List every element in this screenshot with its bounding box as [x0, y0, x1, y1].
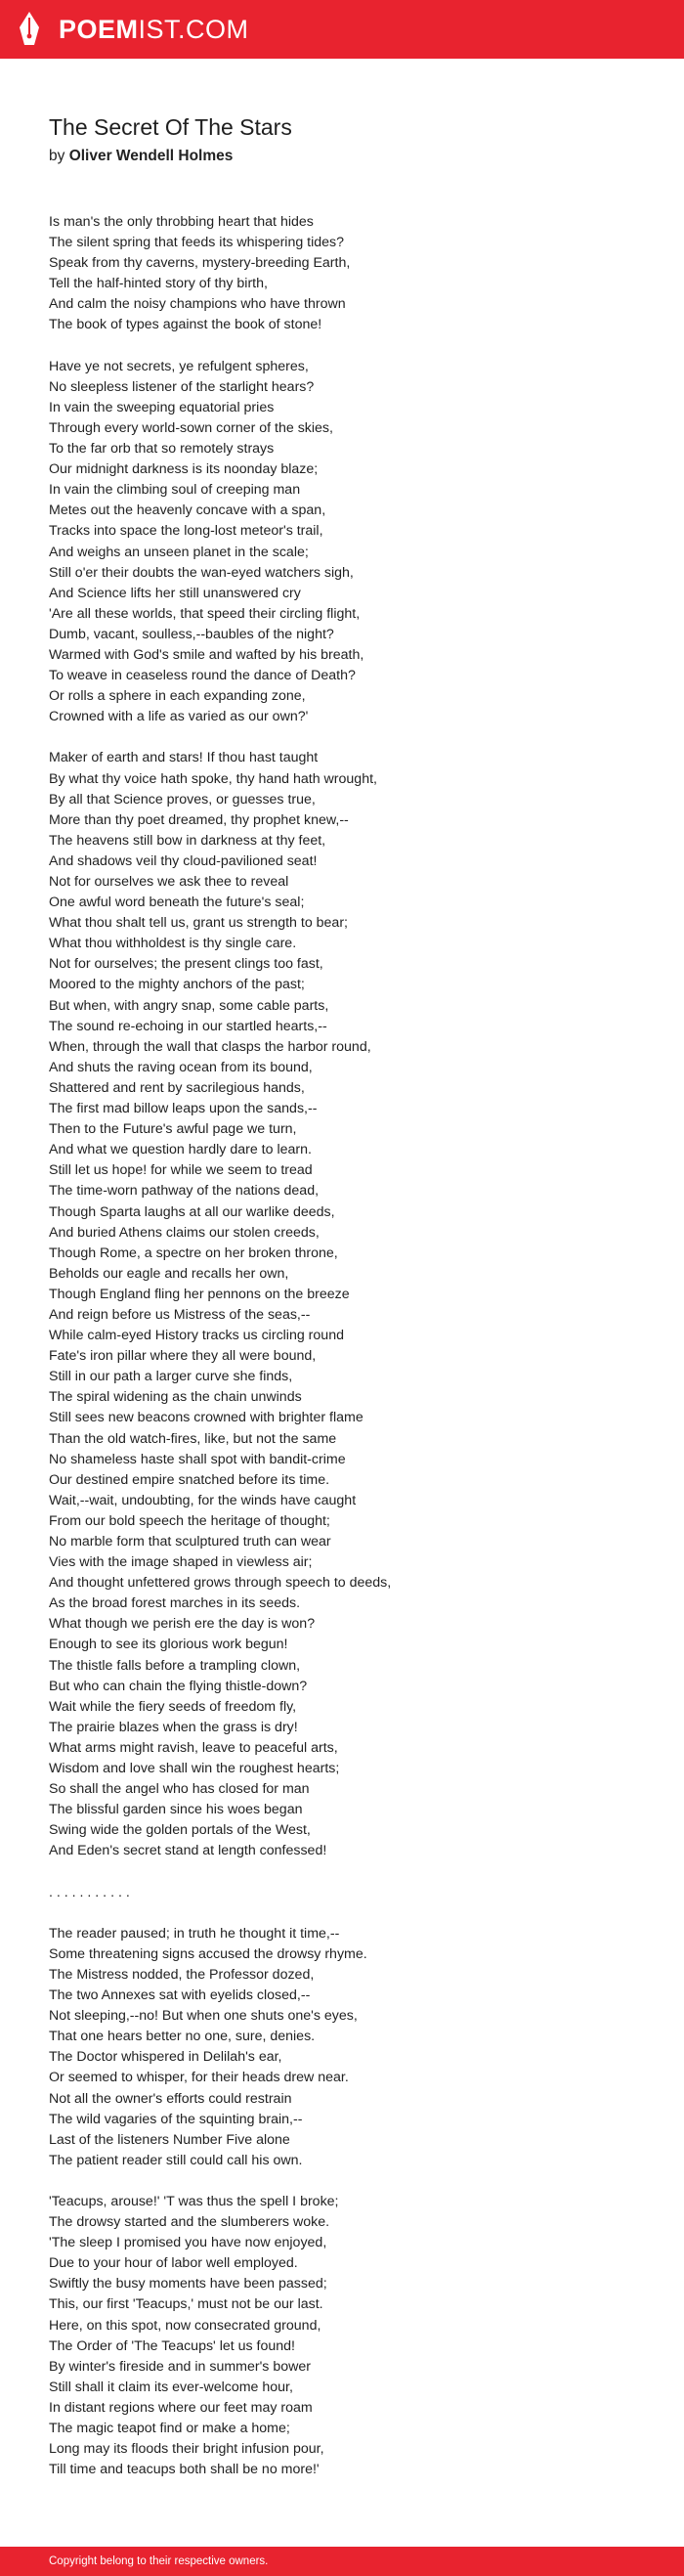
poem-line: Still shall it claim its ever-welcome hour, [49, 2379, 293, 2395]
poem-line: By what thy voice hath spoke, thy hand hath wrought, [49, 770, 377, 787]
poem-line: The heavens still bow in darkness at thy feet, [49, 832, 326, 849]
poem-line: Moored to the mighty anchors of the past; [49, 977, 305, 993]
poem-line: In distant regions where our feet may roam [49, 2399, 313, 2416]
byline [49, 146, 635, 167]
poem-line: What though we perish ere the day is won? [49, 1616, 316, 1633]
poem-line: What thou shalt tell us, grant us strength to bear; [49, 915, 348, 932]
poem-line: Still o'er their doubts the wan-eyed watchers sigh, [49, 564, 354, 581]
poem-line: And weighs an unseen planet in the scale; [49, 544, 309, 560]
poem-line: Then to the Future's awful page we turn, [49, 1121, 297, 1138]
poem-line: Swing wide the golden portals of the West, [49, 1822, 311, 1839]
poem-line: Shattered and rent by sacrilegious hands, [49, 1079, 305, 1096]
poem-line: Swiftly the busy moments have been passed; [49, 2276, 327, 2292]
site-logo[interactable] [18, 0, 249, 59]
poem-line: The Doctor whispered in Delilah's ear, [49, 2049, 282, 2066]
poem-line: Metes out the heavenly concave with a span, [49, 502, 326, 519]
poem-line: And buried Athens claims our stolen creeds, [49, 1224, 320, 1241]
poem-line: Through every world-sown corner of the skies, [49, 419, 333, 436]
site-footer [0, 2547, 684, 2576]
poem-line: Fate's iron pillar where they all were bound, [49, 1348, 317, 1365]
poem-line: Have ye not secrets, ye refulgent spheres, [49, 358, 309, 374]
stanza [49, 1883, 645, 1903]
poem-heading [49, 110, 635, 167]
poem-line: Though Sparta laughs at all our warlike deeds, [49, 1203, 335, 1220]
poem-line: The drowsy started and the slumberers woke. [49, 2214, 330, 2231]
poem-line: While calm-eyed History tracks us circling round [49, 1328, 344, 1344]
stanza [49, 2192, 645, 2480]
poem-line: . . . . . . . . . . . [49, 1884, 130, 1900]
poem-line: The book of types against the book of stone! [49, 317, 322, 333]
poem-line: Or rolls a sphere in each expanding zone, [49, 688, 306, 705]
poem-line: The reader paused; in truth he thought it time,-- [49, 1925, 340, 1942]
poem-line: Last of the listeners Number Five alone [49, 2131, 290, 2148]
poem-line: When, through the wall that clasps the harbor round, [49, 1038, 371, 1055]
poem-line: And Science lifts her still unanswered cry [49, 585, 301, 601]
poem-line: Still in our path a larger curve she finds, [49, 1369, 293, 1385]
poem-line: Crowned with a life as varied as our own?' [49, 709, 309, 725]
poem-line: The two Annexes sat with eyelids closed,-- [49, 1987, 311, 2004]
poem-line: More than thy poet dreamed, thy prophet knew,-- [49, 811, 349, 828]
poem-line: And thought unfettered grows through speech to deeds, [49, 1575, 392, 1592]
poem-line: Here, on this spot, now consecrated ground, [49, 2317, 321, 2334]
poem-line: Not all the owner's efforts could restrain [49, 2090, 292, 2107]
poem-line: Maker of earth and stars! If thou hast taught [49, 750, 319, 766]
poem-line: And Eden's secret stand at length confessed! [49, 1843, 327, 1859]
poem-line: Wisdom and love shall win the roughest hearts; [49, 1761, 340, 1777]
poem-line: In vain the sweeping equatorial pries [49, 399, 275, 415]
poem-line: So shall the angel who has closed for man [49, 1781, 310, 1798]
poem-line: And reign before us Mistress of the seas,-- [49, 1306, 311, 1323]
poem-line: Wait,--wait, undoubting, for the winds have caught [49, 1492, 357, 1508]
poem-line: Not for ourselves we ask thee to reveal [49, 874, 289, 890]
poem-line: As the broad forest marches in its seeds. [49, 1595, 301, 1612]
poem-line: Vies with the image shaped in viewless air; [49, 1554, 313, 1571]
poem-line: The thistle falls before a trampling clown, [49, 1657, 301, 1674]
poem-line: The spiral widening as the chain unwinds [49, 1389, 302, 1406]
brand-name [59, 15, 249, 45]
poem-line: 'Are all these worlds, that speed their circling flight, [49, 605, 361, 622]
copyright-text: Copyright belong to their respective owners. [49, 2555, 269, 2567]
poem-line: To the far orb that so remotely strays [49, 441, 275, 458]
poem-line: Not for ourselves; the present clings too fast, [49, 956, 323, 973]
poem-line: The wild vagaries of the squinting brain,-- [49, 2111, 303, 2127]
poem-line: Long may its floods their bright infusion pour, [49, 2441, 324, 2458]
poem-line: And calm the noisy champions who have thrown [49, 296, 346, 313]
poem-line: One awful word beneath the future's seal; [49, 895, 305, 911]
poem-line: The blissful garden since his woes began [49, 1802, 303, 1818]
poem-line: By winter's fireside and in summer's bower [49, 2358, 311, 2375]
poem-line: Is man's the only throbbing heart that hides [49, 214, 314, 230]
poem-line: The time-worn pathway of the nations dead, [49, 1183, 320, 1200]
poem-line: From our bold speech the heritage of thought; [49, 1512, 330, 1529]
poem-line: In vain the climbing soul of creeping man [49, 482, 301, 499]
poem-line: Speak from thy caverns, mystery-breeding Earth, [49, 255, 351, 272]
brand-name-bold: POEM [59, 14, 139, 44]
poem-line: But who can chain the flying thistle-down? [49, 1678, 308, 1694]
author-link[interactable]: Oliver Wendell Holmes [68, 148, 234, 164]
poem-line: No sleepless listener of the starlight hears? [49, 378, 315, 395]
stanza [49, 212, 645, 336]
poem-line: Or seemed to whisper, for their heads drew near. [49, 2070, 349, 2086]
poem-line: Wait while the fiery seeds of freedom fly, [49, 1698, 297, 1715]
poem-line: To weave in ceaseless round the dance of Death? [49, 668, 356, 684]
poem-line: Beholds our eagle and recalls her own, [49, 1265, 289, 1282]
poem-line: The Mistress nodded, the Professor dozed, [49, 1966, 315, 1983]
poem-line: And what we question hardly dare to learn. [49, 1142, 312, 1158]
poem-line: Due to your hour of labor well employed. [49, 2255, 298, 2272]
site-header [0, 0, 684, 59]
poem-line: The prairie blazes when the grass is dry! [49, 1719, 298, 1735]
poem-line: Dumb, vacant, soulless,--baubles of the night? [49, 626, 334, 642]
poem-line: Our midnight darkness is its noonday blaze; [49, 461, 319, 478]
pen-nib-icon [18, 12, 41, 47]
poem-line: The magic teapot find or make a home; [49, 2421, 290, 2437]
poem-line: Tracks into space the long-lost meteor's trail, [49, 523, 323, 540]
poem-line: What thou withholdest is thy single care. [49, 936, 297, 952]
poem-line: Our destined empire snatched before its time. [49, 1471, 330, 1488]
poem-line: Still let us hope! for while we seem to tread [49, 1162, 313, 1179]
poem-line: By all that Science proves, or guesses true, [49, 791, 316, 808]
poem-line: No shameless haste shall spot with bandit-crime [49, 1451, 346, 1467]
poem-line: And shadows veil thy cloud-pavilioned seat! [49, 852, 318, 869]
stanza [49, 748, 645, 1861]
poem-line: What arms might ravish, leave to peaceful arts, [49, 1739, 338, 1756]
poem-line: The first mad billow leaps upon the sands,-- [49, 1101, 318, 1117]
poem-line: Than the old watch-fires, like, but not the same [49, 1430, 337, 1447]
poem-line: And shuts the raving ocean from its bound, [49, 1059, 313, 1075]
poem-line: Not sleeping,--no! But when one shuts one's eyes, [49, 2008, 358, 2025]
poem-line: Though Rome, a spectre on her broken throne, [49, 1244, 338, 1261]
stanza [49, 1924, 645, 2171]
poem-line: Warmed with God's smile and wafted by his breath, [49, 646, 364, 663]
poem-line: 'The sleep I promised you have now enjoyed, [49, 2235, 327, 2251]
poem-line: Though England fling her pennons on the breeze [49, 1286, 350, 1302]
poem-line: Some threatening signs accused the drowsy rhyme. [49, 1945, 367, 1962]
poem-line: Till time and teacups both shall be no more!' [49, 2462, 320, 2478]
poem-line: The silent spring that feeds its whispering tides? [49, 235, 345, 251]
poem-line: Enough to see its glorious work begun! [49, 1637, 288, 1653]
poem-line: The Order of 'The Teacups' let us found! [49, 2337, 295, 2354]
poem-line: Still sees new beacons crowned with brighter flame [49, 1410, 363, 1426]
poem-line: The sound re-echoing in our startled hearts,-- [49, 1018, 327, 1034]
poem-line: 'Teacups, arouse!' 'T was thus the spell I broke; [49, 2194, 339, 2209]
byline-prefix: by [49, 148, 65, 164]
poem-line: No marble form that sculptured truth can wear [49, 1534, 331, 1550]
poem-title: The Secret Of The Stars [49, 114, 292, 140]
poem-line: But when, with angry snap, some cable parts, [49, 997, 329, 1014]
poem-line: Tell the half-hinted story of thy birth, [49, 276, 268, 292]
poem-line: That one hears better no one, sure, denies. [49, 2029, 316, 2045]
poem-body [49, 212, 645, 2501]
stanza [49, 357, 645, 728]
brand-name-light: IST.COM [138, 14, 249, 44]
poem-line: This, our first 'Teacups,' must not be our last. [49, 2296, 323, 2313]
poem-line: The patient reader still could call his own. [49, 2152, 303, 2168]
